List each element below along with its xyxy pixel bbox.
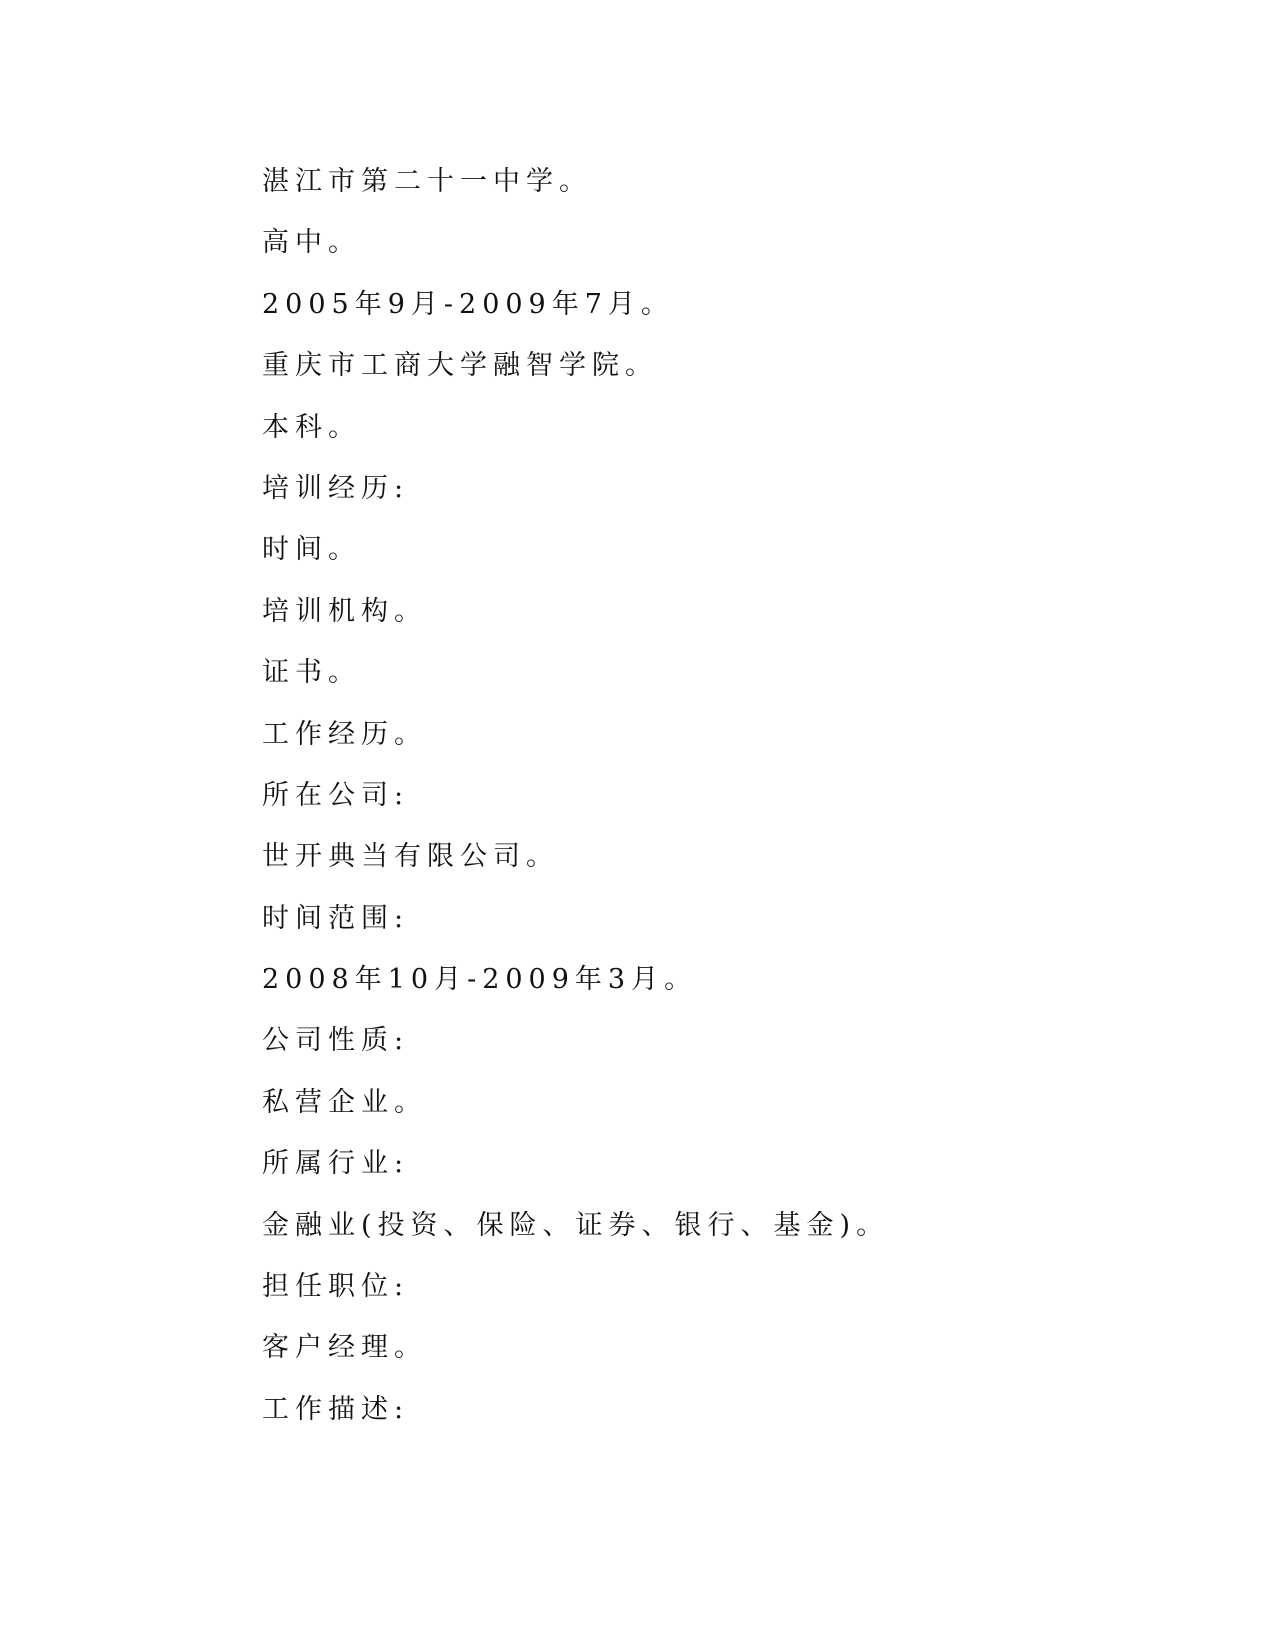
time-range-value: 2008年10月-2009年3月。 xyxy=(262,964,698,996)
certificate-label: 证书。 xyxy=(262,657,361,689)
training-institution-label: 培训机构。 xyxy=(262,595,427,627)
company-type-label: 公司性质: xyxy=(262,1025,410,1057)
company-name: 世开典当有限公司。 xyxy=(262,841,559,873)
line-study-period: 2005年9月-2009年7月。 xyxy=(262,288,674,320)
industry-label: 所属行业: xyxy=(262,1148,410,1180)
company-type-value: 私营企业。 xyxy=(262,1086,427,1118)
job-description-label: 工作描述: xyxy=(262,1393,410,1425)
line-university: 重庆市工商大学融智学院。 xyxy=(262,350,658,382)
work-history-heading: 工作经历。 xyxy=(262,718,427,750)
training-time-label: 时间。 xyxy=(262,534,361,566)
document-body xyxy=(262,163,1162,1452)
line-school: 湛江市第二十一中学。 xyxy=(262,166,592,197)
line-education-level-bachelor: 本科。 xyxy=(262,411,361,443)
position-label: 担任职位: xyxy=(262,1271,410,1303)
time-range-label: 时间范围: xyxy=(262,902,410,934)
training-history-heading: 培训经历: xyxy=(262,472,410,504)
position-value: 客户经理。 xyxy=(262,1332,427,1364)
line-education-level-high-school: 高中。 xyxy=(262,227,361,259)
industry-value: 金融业(投资、保险、证券、银行、基金)。 xyxy=(262,1209,890,1241)
company-label: 所在公司: xyxy=(262,779,410,811)
